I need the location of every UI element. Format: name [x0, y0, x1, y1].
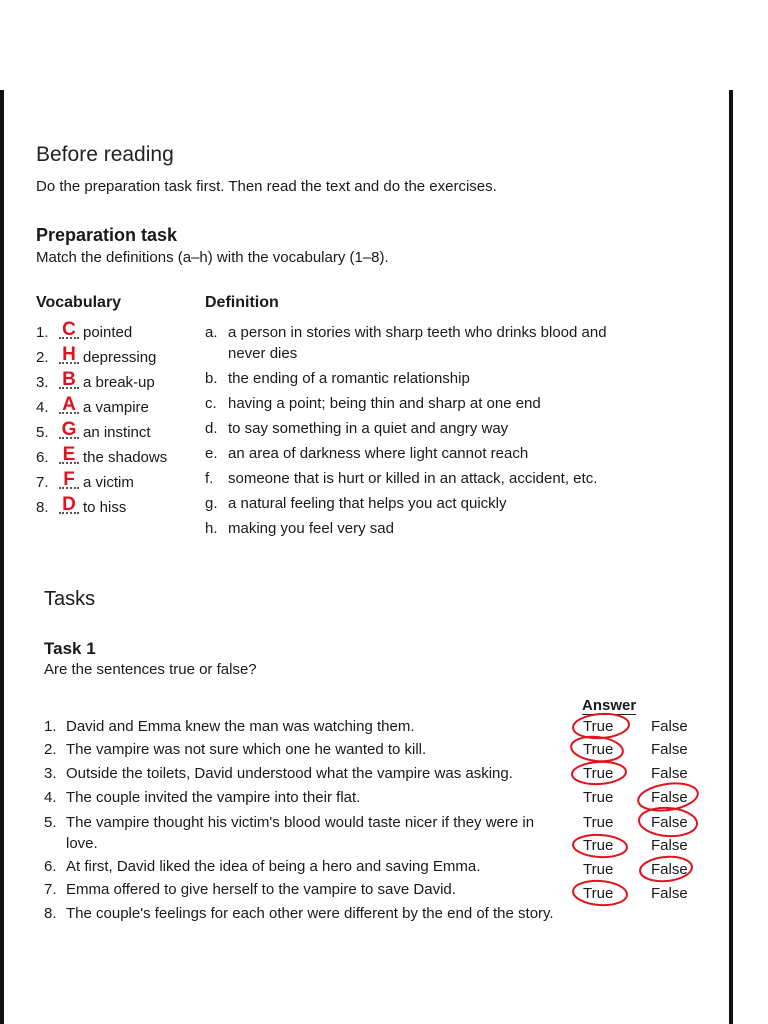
statement-number: 1. [44, 718, 57, 735]
vocab-word: a break-up [83, 374, 155, 391]
definition-letter: c. [205, 395, 217, 412]
statement-number: 7. [44, 881, 57, 898]
answer-blank[interactable] [58, 396, 80, 416]
definition-header: Definition [205, 294, 279, 311]
statement-text: The vampire was not sure which one he wanted to kill. [66, 741, 427, 758]
vocab-number: 1. [36, 324, 49, 341]
statement-item [44, 716, 744, 737]
vocab-number: 8. [36, 499, 49, 516]
vocab-number: 2. [36, 349, 49, 366]
answer-blank[interactable] [58, 421, 80, 441]
prep-heading: Preparation task [36, 225, 178, 245]
answer-blank[interactable] [58, 446, 80, 466]
statement-number: 4. [44, 789, 57, 806]
option-true[interactable]: True [583, 741, 614, 758]
intro-text: Do the preparation task first. Then read the text and do the exercises. [36, 178, 497, 195]
definition-text: the ending of a romantic relationship [228, 370, 470, 387]
vocab-item [36, 496, 126, 520]
prep-instruction: Match the definitions (a–h) with the vocabulary (1–8). [36, 249, 389, 266]
vocab-item [36, 421, 151, 445]
vocab-item [36, 471, 134, 495]
definition-item [205, 393, 665, 414]
statement-item [44, 787, 744, 808]
vocab-item [36, 321, 132, 345]
vocab-item [36, 396, 149, 420]
statement-text: The couple's feelings for each other were different by the end of the story. [66, 905, 554, 922]
handwritten-answer: B [62, 369, 76, 390]
vocab-header: Vocabulary [36, 294, 122, 311]
definition-text: someone that is hurt or killed in an attack, accident, etc. [228, 470, 598, 487]
option-false[interactable]: False [651, 814, 688, 831]
vocab-word: a victim [83, 474, 134, 491]
handwritten-answer: E [62, 444, 76, 465]
definition-letter: h. [205, 520, 218, 537]
vocab-item [36, 446, 167, 470]
handwritten-answer: F [63, 469, 75, 490]
option-false[interactable]: False [651, 885, 688, 902]
statement-number: 5. [44, 814, 57, 831]
definition-item [205, 368, 665, 389]
statement-text: The couple invited the vampire into their flat. [66, 789, 361, 806]
definition-text: a natural feeling that helps you act quickly [228, 495, 507, 512]
answer-blank[interactable] [58, 371, 80, 391]
handwritten-answer: D [62, 494, 76, 515]
definition-item [205, 493, 665, 514]
option-true[interactable]: True [583, 814, 614, 831]
option-false[interactable]: False [651, 741, 688, 758]
option-true[interactable]: True [583, 765, 614, 782]
option-true[interactable]: True [583, 789, 614, 806]
answer-header: Answer [582, 697, 637, 714]
statement-item [44, 903, 744, 924]
statement-text: The vampire thought his victim's blood would taste nicer if they were in love. [66, 814, 535, 852]
definition-item [205, 443, 665, 464]
option-true[interactable]: True [583, 837, 614, 854]
vocab-word: the shadows [83, 449, 168, 466]
statement-text: David and Emma knew the man was watching them. [66, 718, 415, 735]
statement-item [44, 812, 744, 854]
definition-letter: f. [205, 470, 214, 487]
handwritten-answer: A [62, 394, 76, 415]
statement-item [44, 763, 744, 784]
vocab-word: an instinct [83, 424, 151, 441]
definition-letter: b. [205, 370, 218, 387]
definition-item [205, 518, 665, 539]
definition-item [205, 418, 665, 439]
vocab-word: to hiss [83, 499, 127, 516]
statement-text: Outside the toilets, David understood what the vampire was asking. [66, 765, 513, 782]
definition-text: an area of darkness where light cannot reach [228, 445, 529, 462]
definition-text: making you feel very sad [228, 520, 394, 537]
definition-item [205, 468, 665, 489]
task1-heading: Task 1 [44, 639, 96, 658]
statement-item [44, 739, 744, 760]
definition-text: to say something in a quiet and angry way [228, 420, 509, 437]
statement-text: Emma offered to give herself to the vampire to save David. [66, 881, 456, 898]
definition-letter: a. [205, 324, 218, 341]
section-heading: Before reading [36, 143, 174, 166]
answer-blank[interactable] [58, 346, 80, 366]
option-false[interactable]: False [651, 765, 688, 782]
vocab-number: 5. [36, 424, 49, 441]
answer-blank[interactable] [58, 471, 80, 491]
option-true[interactable]: True [583, 718, 614, 735]
statement-number: 3. [44, 765, 57, 782]
definition-text: having a point; being thin and sharp at one end [228, 395, 541, 412]
vocab-number: 6. [36, 449, 49, 466]
statement-item [44, 856, 744, 877]
vocab-word: depressing [83, 349, 157, 366]
definition-letter: e. [205, 445, 218, 462]
vocab-item [36, 346, 156, 370]
definition-item [205, 322, 665, 364]
handwritten-answer: C [62, 319, 76, 340]
vocab-number: 3. [36, 374, 49, 391]
option-false[interactable]: False [651, 718, 688, 735]
top-bar [0, 0, 768, 90]
definition-letter: d. [205, 420, 218, 437]
option-true[interactable]: True [583, 885, 614, 902]
vocab-word: pointed [83, 324, 133, 341]
answer-blank[interactable] [58, 496, 80, 516]
vocab-number: 4. [36, 399, 49, 416]
option-false[interactable]: False [651, 861, 688, 878]
statement-number: 6. [44, 858, 57, 875]
definition-letter: g. [205, 495, 218, 512]
task1-instruction: Are the sentences true or false? [44, 661, 257, 678]
option-false[interactable]: False [651, 789, 688, 806]
statement-item [44, 879, 744, 900]
vocab-item [36, 371, 155, 395]
definition-text: a person in stories with sharp teeth who drinks blood and never dies [228, 324, 607, 362]
vocab-word: a vampire [83, 399, 149, 416]
answer-blank[interactable] [58, 321, 80, 341]
handwritten-answer: G [61, 419, 77, 440]
vocab-number: 7. [36, 474, 49, 491]
option-true[interactable]: True [583, 861, 614, 878]
option-false[interactable]: False [651, 837, 688, 854]
statement-number: 2. [44, 741, 57, 758]
statement-number: 8. [44, 905, 57, 922]
tasks-heading: Tasks [44, 588, 96, 610]
statement-text: At first, David liked the idea of being a hero and saving Emma. [66, 858, 481, 875]
handwritten-answer: H [62, 344, 76, 365]
page-left-edge [0, 90, 4, 1024]
